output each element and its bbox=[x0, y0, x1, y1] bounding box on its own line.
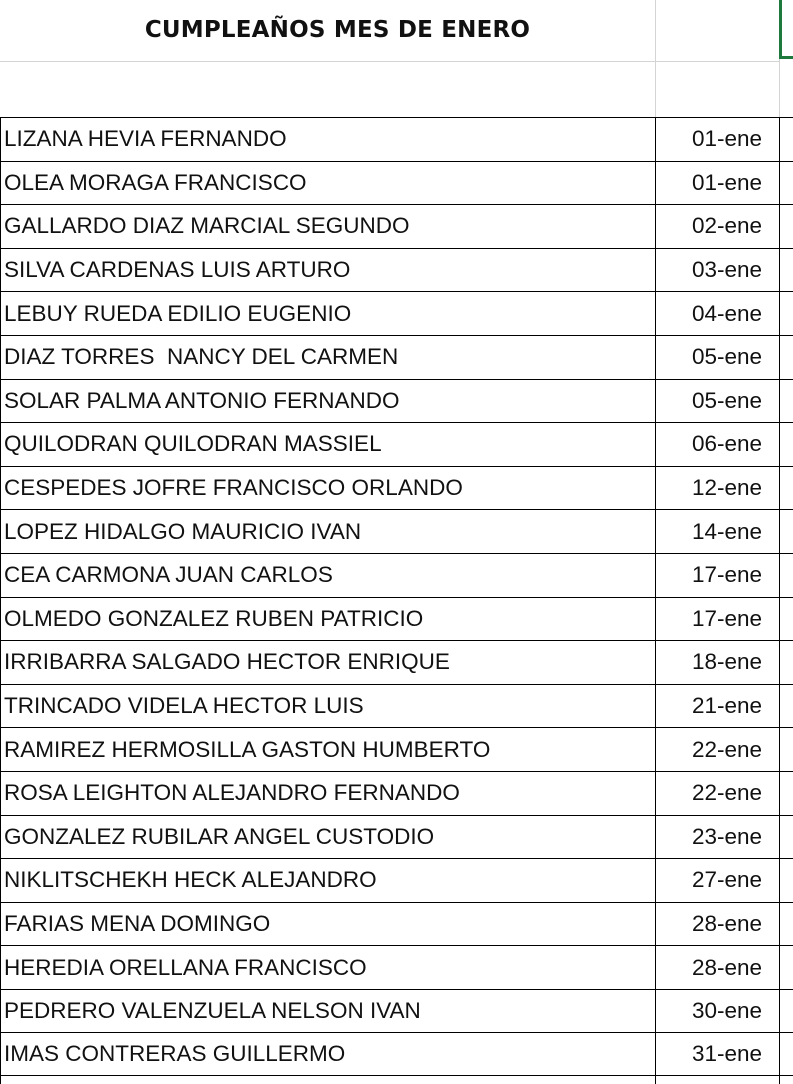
date-cell[interactable]: 27-ene bbox=[691, 867, 762, 893]
empty-cell[interactable] bbox=[780, 946, 793, 989]
date-cell[interactable]: 30-ene bbox=[691, 998, 762, 1024]
date-cell[interactable]: 28-ene bbox=[691, 910, 762, 936]
name-cell[interactable]: LEBUY RUEDA EDILIO EUGENIO bbox=[4, 300, 352, 326]
table-row bbox=[0, 466, 793, 510]
blank-row[interactable] bbox=[0, 62, 793, 117]
date-cell[interactable]: 22-ene bbox=[691, 780, 762, 806]
name-cell[interactable]: NIKLITSCHEKH HECK ALEJANDRO bbox=[4, 867, 377, 893]
table-row bbox=[0, 248, 793, 292]
date-cell[interactable]: 31-ene bbox=[691, 1041, 762, 1067]
table-row bbox=[0, 902, 793, 946]
name-cell[interactable]: GALLARDO DIAZ MARCIAL SEGUNDO bbox=[4, 213, 410, 239]
table-row bbox=[0, 640, 793, 684]
name-cell[interactable]: SOLAR PALMA ANTONIO FERNANDO bbox=[4, 387, 400, 413]
name-cell[interactable]: PEDRERO VALENZUELA NELSON IVAN bbox=[4, 998, 421, 1024]
name-cell[interactable]: CESPEDES JOFRE FRANCISCO ORLANDO bbox=[4, 475, 463, 501]
date-cell[interactable]: 22-ene bbox=[691, 736, 762, 762]
name-cell[interactable]: OLMEDO GONZALEZ RUBEN PATRICIO bbox=[4, 605, 424, 631]
name-cell[interactable]: DIAZ TORRES NANCY DEL CARMEN bbox=[4, 344, 399, 370]
date-cell[interactable]: 17-ene bbox=[691, 605, 762, 631]
table-row bbox=[0, 815, 793, 859]
empty-cell[interactable] bbox=[780, 336, 793, 379]
table-border-right bbox=[779, 117, 780, 1084]
name-cell[interactable]: FARIAS MENA DOMINGO bbox=[4, 910, 271, 936]
table-divider bbox=[655, 117, 656, 1084]
empty-cell[interactable] bbox=[780, 510, 793, 553]
empty-cell[interactable] bbox=[780, 118, 793, 161]
date-cell[interactable]: 28-ene bbox=[691, 954, 762, 980]
name-cell[interactable]: QUILODRAN QUILODRAN MASSIEL bbox=[4, 431, 382, 457]
empty-cell[interactable] bbox=[780, 1033, 793, 1075]
name-cell[interactable]: IRRIBARRA SALGADO HECTOR ENRIQUE bbox=[4, 649, 450, 675]
empty-cell[interactable] bbox=[780, 859, 793, 902]
name-cell[interactable]: IMAS CONTRERAS GUILLERMO bbox=[4, 1041, 346, 1067]
empty-cell[interactable] bbox=[780, 816, 793, 859]
title-cell[interactable] bbox=[0, 0, 655, 62]
date-cell[interactable]: 21-ene bbox=[691, 693, 762, 719]
name-cell[interactable]: CEA CARMONA JUAN CARLOS bbox=[4, 562, 333, 588]
empty-cell[interactable] bbox=[780, 292, 793, 335]
date-cell[interactable]: 03-ene bbox=[691, 257, 762, 283]
name-cell[interactable]: RAMIREZ HERMOSILLA GASTON HUMBERTO bbox=[4, 736, 491, 762]
name-cell[interactable]: TRINCADO VIDELA HECTOR LUIS bbox=[4, 693, 364, 719]
empty-cell[interactable] bbox=[655, 0, 779, 62]
date-cell[interactable]: 01-ene bbox=[691, 169, 762, 195]
date-cell[interactable]: 23-ene bbox=[691, 823, 762, 849]
table-row bbox=[0, 291, 793, 335]
active-cell-indicator bbox=[779, 0, 782, 58]
date-cell[interactable]: 05-ene bbox=[691, 344, 762, 370]
empty-cell[interactable] bbox=[780, 249, 793, 292]
name-cell[interactable]: OLEA MORAGA FRANCISCO bbox=[4, 169, 307, 195]
table-row bbox=[0, 1032, 793, 1076]
date-cell[interactable]: 17-ene bbox=[691, 562, 762, 588]
table-row bbox=[0, 771, 793, 815]
sheet-title: CUMPLEAÑOS MES DE ENERO bbox=[144, 16, 531, 43]
empty-cell[interactable] bbox=[780, 162, 793, 205]
empty-cell[interactable] bbox=[780, 685, 793, 728]
table-row bbox=[0, 509, 793, 553]
name-cell[interactable]: LIZANA HEVIA FERNANDO bbox=[4, 126, 287, 152]
empty-cell[interactable] bbox=[780, 728, 793, 771]
name-cell[interactable]: SILVA CARDENAS LUIS ARTURO bbox=[4, 257, 351, 283]
empty-cell[interactable] bbox=[780, 641, 793, 684]
table-row bbox=[0, 597, 793, 641]
date-cell[interactable]: 18-ene bbox=[691, 649, 762, 675]
table-row bbox=[0, 945, 793, 989]
name-cell[interactable]: ROSA LEIGHTON ALEJANDRO FERNANDO bbox=[4, 780, 460, 806]
date-cell[interactable]: 04-ene bbox=[691, 300, 762, 326]
table-row bbox=[0, 858, 793, 902]
table-row bbox=[0, 422, 793, 466]
date-cell[interactable]: 02-ene bbox=[691, 213, 762, 239]
empty-cell[interactable] bbox=[780, 598, 793, 641]
date-cell[interactable]: 14-ene bbox=[691, 518, 762, 544]
table-row bbox=[0, 989, 793, 1033]
table-border-left bbox=[0, 117, 1, 1084]
empty-cell[interactable] bbox=[780, 205, 793, 248]
date-cell[interactable]: 01-ene bbox=[691, 126, 762, 152]
date-cell[interactable]: 06-ene bbox=[691, 431, 762, 457]
table-row bbox=[0, 553, 793, 597]
empty-cell[interactable] bbox=[780, 903, 793, 946]
name-cell[interactable]: HEREDIA ORELLANA FRANCISCO bbox=[4, 954, 367, 980]
empty-cell[interactable] bbox=[780, 380, 793, 423]
table-row bbox=[0, 335, 793, 379]
name-cell[interactable]: LOPEZ HIDALGO MAURICIO IVAN bbox=[4, 518, 362, 544]
empty-cell[interactable] bbox=[780, 423, 793, 466]
empty-cell[interactable] bbox=[780, 467, 793, 510]
table-row bbox=[0, 117, 793, 161]
table-row bbox=[0, 204, 793, 248]
date-cell[interactable]: 12-ene bbox=[691, 475, 762, 501]
name-cell[interactable]: GONZALEZ RUBILAR ANGEL CUSTODIO bbox=[4, 823, 435, 849]
table-row bbox=[0, 161, 793, 205]
active-cell-indicator-bottom bbox=[779, 56, 793, 59]
table-row bbox=[0, 379, 793, 423]
empty-cell[interactable] bbox=[780, 554, 793, 597]
empty-cell[interactable] bbox=[780, 772, 793, 815]
table-row bbox=[0, 727, 793, 771]
empty-cell[interactable] bbox=[780, 990, 793, 1033]
birthday-table bbox=[0, 117, 793, 1076]
date-cell[interactable]: 05-ene bbox=[691, 387, 762, 413]
table-row bbox=[0, 684, 793, 728]
